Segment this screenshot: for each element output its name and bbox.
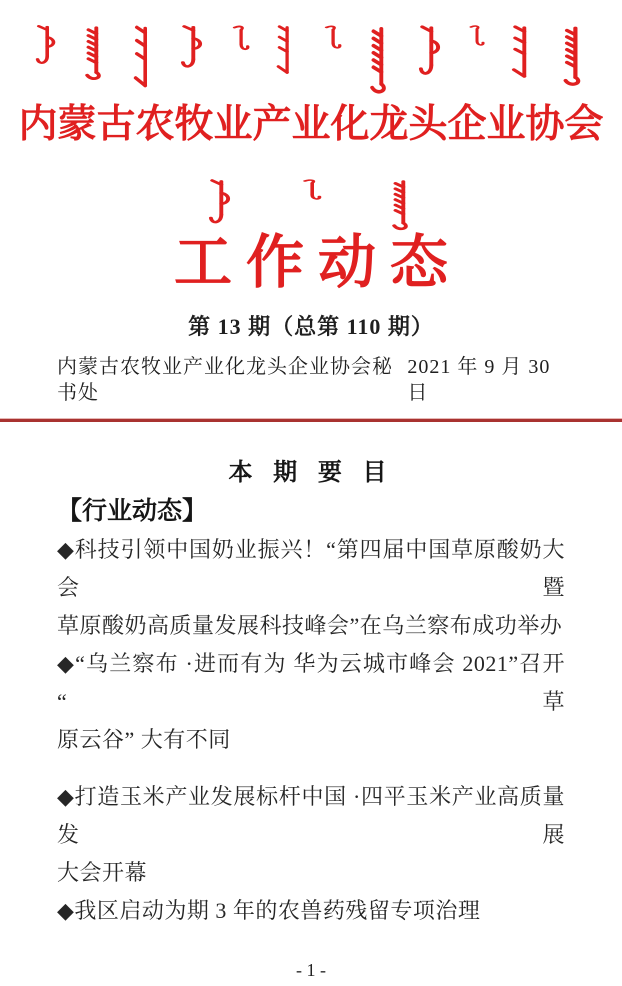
toc-line: 原云谷” 大有不同 [57, 727, 231, 752]
mongolian-script-row-2 [0, 178, 622, 232]
bulletin-title: 工作动态 [173, 230, 462, 295]
toc-line: ◆“乌兰察布 ·进而有为 华为云城市峰会 2021”召开 “草 [57, 651, 565, 714]
mongolian-script-row-1 [0, 24, 622, 98]
red-divider-line [0, 418, 622, 422]
mongolian-script-word [367, 24, 393, 96]
mongolian-script-word [82, 24, 108, 82]
toc-item [57, 531, 565, 645]
mongolian-script-word [466, 24, 486, 54]
toc-line: ◆我区启动为期 3 年的农兽药残留专项治理 [57, 898, 481, 923]
toc-line: ◆科技引领中国奶业振兴！“第四届中国草原酸奶大会暨 [57, 537, 565, 600]
publisher-name: 内蒙古农牧业产业化龙头企业协会秘书处 [57, 356, 393, 404]
toc-item [57, 778, 565, 892]
toc-list [0, 531, 622, 930]
document-page [0, 24, 622, 986]
publish-date: 2021 年 9 月 30 日 [407, 356, 551, 404]
mongolian-script-word [560, 24, 588, 88]
mongolian-script-word [229, 24, 251, 60]
toc-section-header: 【行业动态】 [57, 497, 208, 525]
org-name-title: 内蒙古农牧业产业化龙头企业协会 [18, 103, 604, 146]
toc-line: 草原酸奶高质量发展科技峰会”在乌兰察布成功举办 [57, 613, 563, 638]
mongolian-script-word [132, 24, 156, 90]
mongolian-script-word [389, 178, 415, 232]
mongolian-script-word [417, 24, 443, 80]
mongolian-script-word [299, 178, 323, 208]
toc-item [57, 892, 565, 930]
masthead [0, 24, 622, 294]
issue-number: 第 13 期（总第 110 期） [188, 314, 434, 339]
toc-line: 大会开幕 [57, 860, 148, 885]
mongolian-script-word [34, 24, 58, 68]
mongolian-script-word [179, 24, 205, 72]
toc-line: ◆打造玉米产业发展标杆中国 ·四平玉米产业高质量发展 [57, 784, 565, 847]
mongolian-script-word [207, 178, 233, 228]
publisher-row [0, 354, 622, 406]
toc-item [57, 645, 565, 759]
page-number: - 1 - [296, 960, 326, 980]
mongolian-script-word [321, 24, 343, 58]
toc-heading: 本 期 要 目 [228, 459, 394, 486]
mongolian-script-word [275, 24, 297, 76]
mongolian-script-word [510, 24, 536, 80]
